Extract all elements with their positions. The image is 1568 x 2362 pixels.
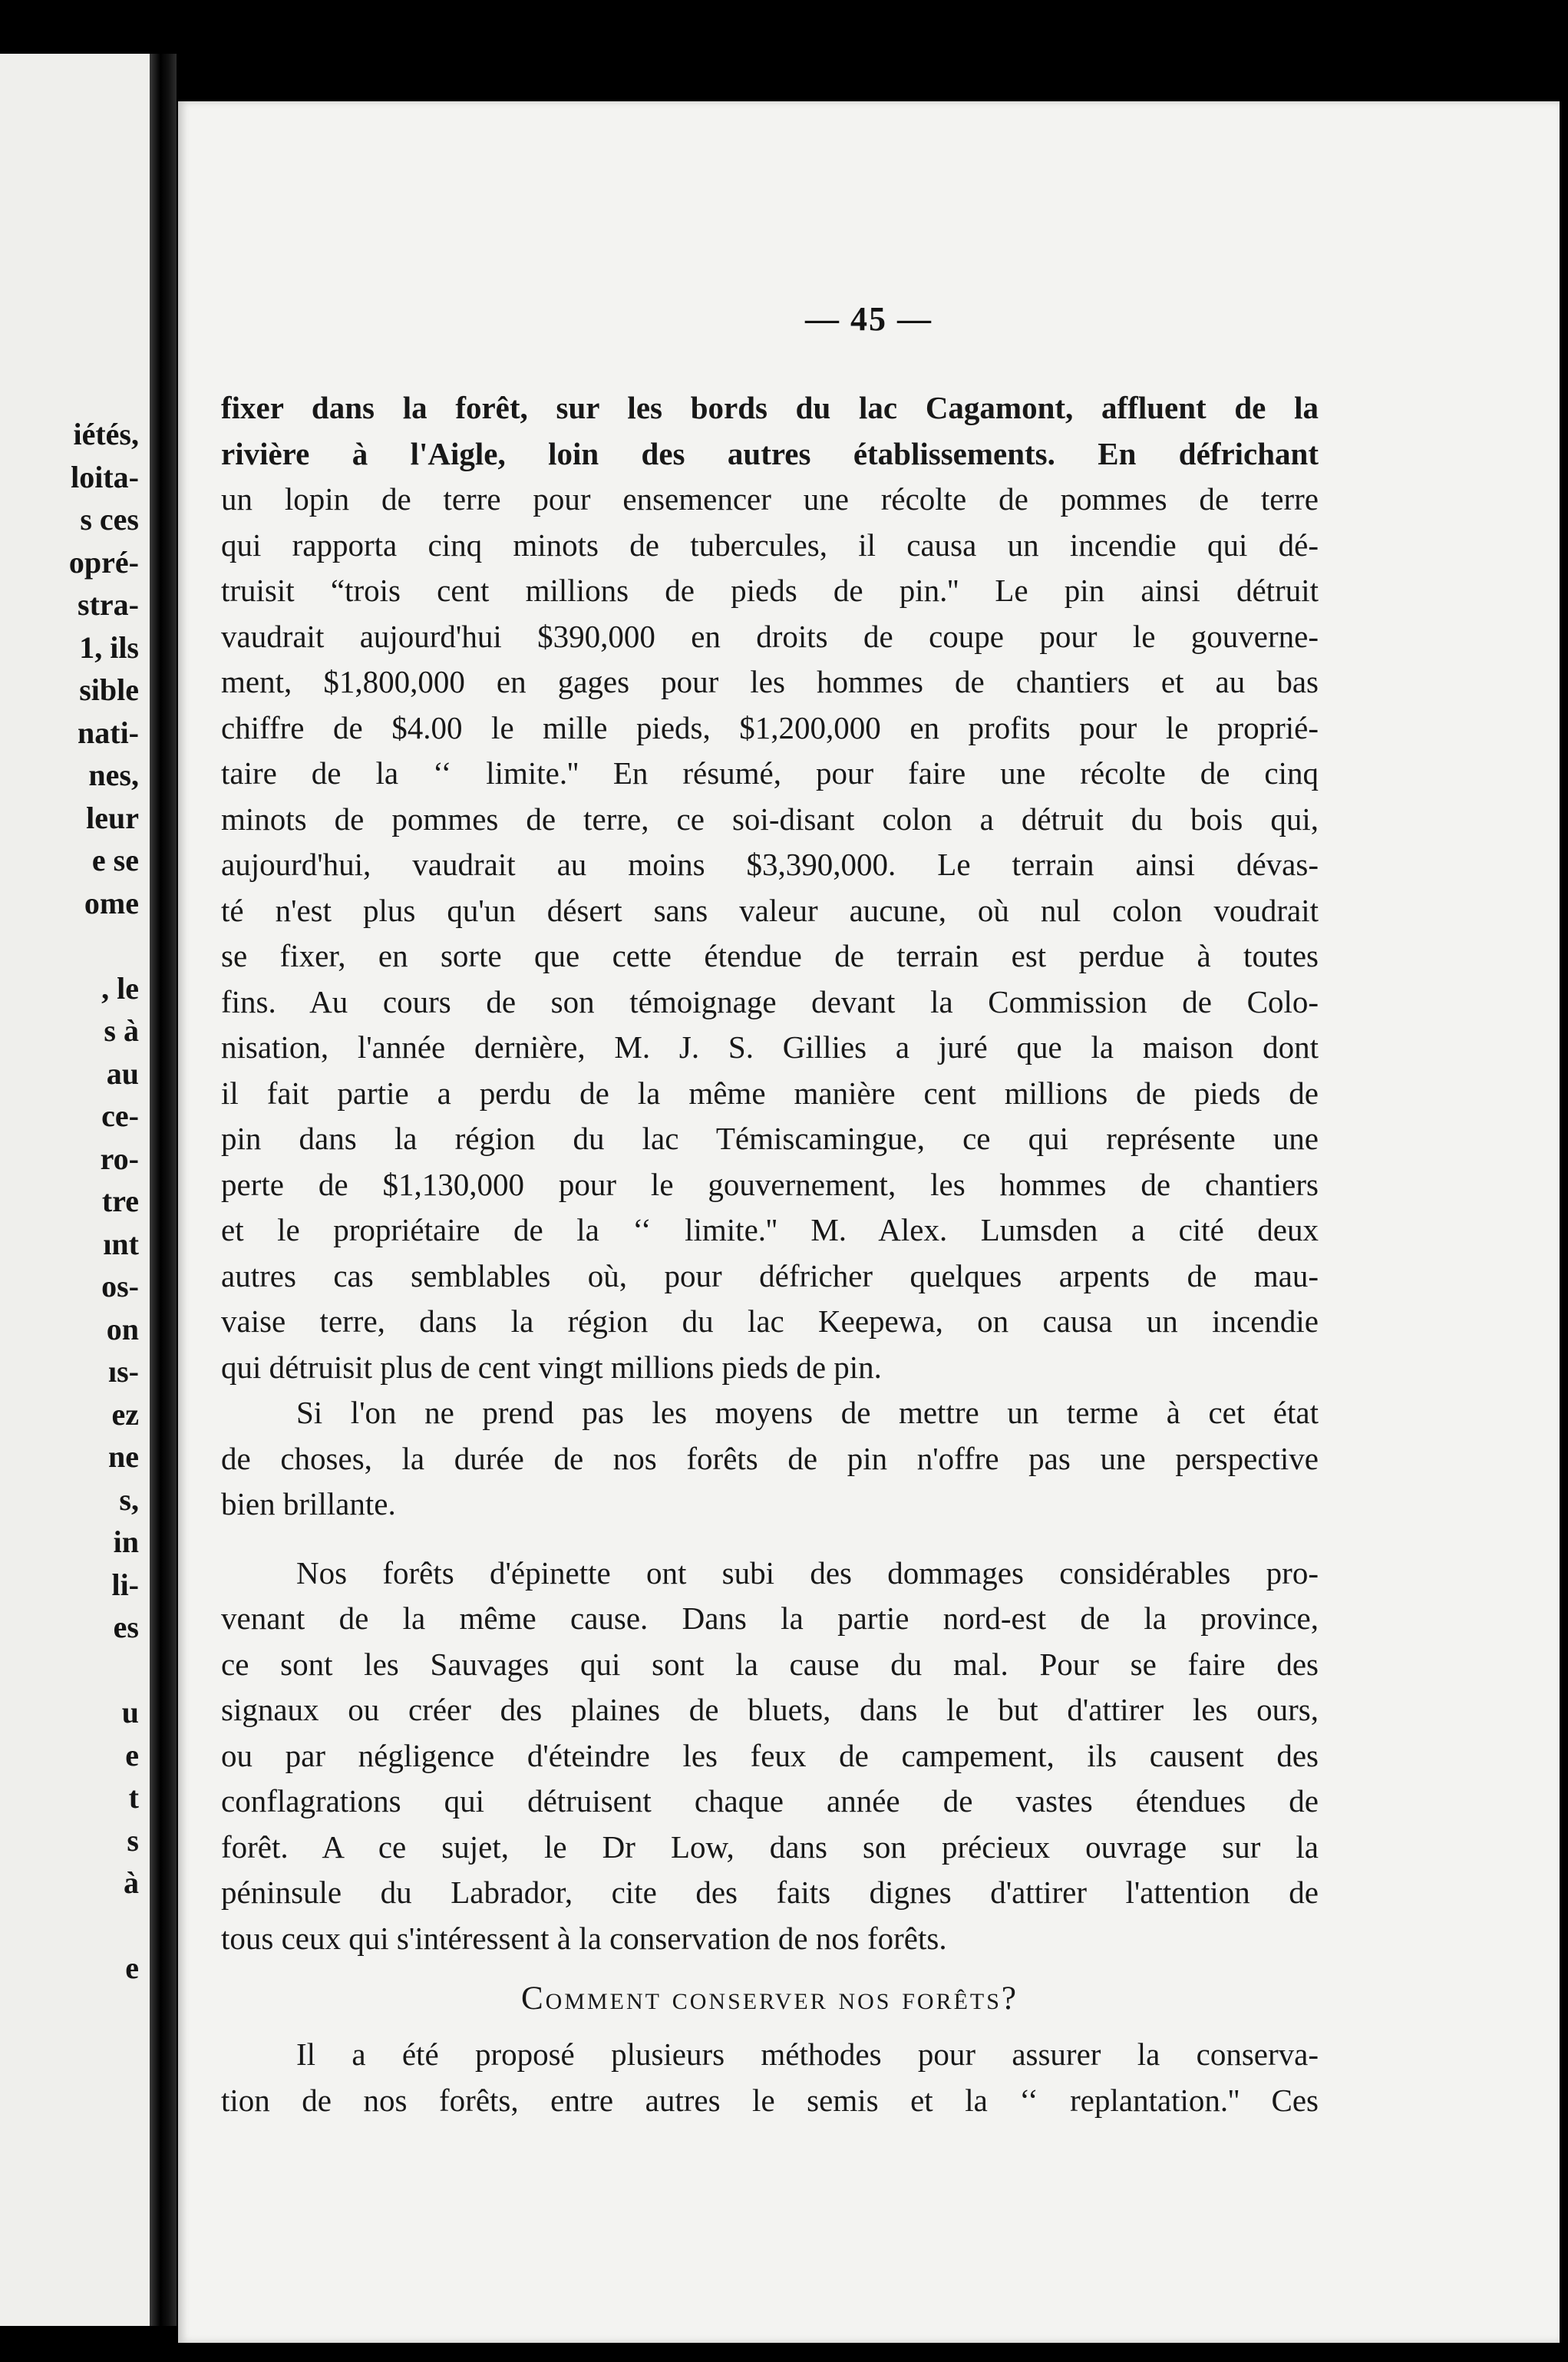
left-page-line: s xyxy=(127,1822,139,1858)
left-page-line: ınt xyxy=(103,1226,139,1261)
paragraph-gap xyxy=(221,1528,1319,1551)
text-line: vaise terre, dans la région du lac Keepewa, on causa un incendie xyxy=(221,1303,1319,1339)
text-line: de choses, la durée de nos forêts de pin n'offre pas une perspective xyxy=(221,1440,1319,1476)
text-line: fins. Au cours de son témoignage devant la Commission de Colo- xyxy=(221,983,1319,1019)
text-line: qui rapporta cinq minots de tubercules, il causa un incendie qui dé- xyxy=(221,527,1319,563)
text-line: Si l'on ne prend pas les moyens de mettre un terme à cet état xyxy=(296,1395,1319,1430)
left-page-line: iétés, xyxy=(73,417,139,451)
paragraph-4 xyxy=(221,2032,1319,2123)
book-gutter xyxy=(150,54,177,2326)
text-line: bien brillante. xyxy=(221,1486,396,1521)
left-page-line: u xyxy=(121,1695,139,1729)
left-page-fragment xyxy=(0,54,150,2326)
paragraph-3 xyxy=(221,1551,1319,1962)
text-line: un lopin de terre pour ensemencer une récolte de pommes de terre xyxy=(221,481,1319,517)
text-line: ce sont les Sauvages qui sont la cause du mal. Pour se faire des xyxy=(221,1646,1319,1682)
left-page-line: à xyxy=(124,1865,139,1900)
text-line: signaux ou créer des plaines de bluets, dans le but d'attirer les ours, xyxy=(221,1692,1319,1727)
left-page-line: leur xyxy=(86,800,139,835)
text-line: qui détruisit plus de cent vingt millions pieds de pin. xyxy=(221,1349,882,1385)
text-line: venant de la même cause. Dans la partie nord-est de la province, xyxy=(221,1601,1319,1636)
page-number: — 45 — xyxy=(805,300,933,338)
left-page-line: ce- xyxy=(101,1098,139,1133)
left-page-line: , le xyxy=(101,970,139,1006)
text-line: truisit “trois cent millions de pieds de pin.'' Le pin ainsi détruit xyxy=(221,573,1319,608)
left-page-line: os- xyxy=(101,1269,139,1303)
left-page-line: t xyxy=(128,1780,139,1815)
text-line: fixer dans la forêt, sur les bords du lac Cagamont, affluent de la xyxy=(221,390,1319,425)
text-line: forêt. A ce sujet, le Dr Low, dans son précieux ouvrage sur la xyxy=(221,1828,1319,1865)
left-page-line: ome xyxy=(84,885,139,920)
left-page-line: ez xyxy=(111,1396,139,1432)
left-page-line: es xyxy=(113,1610,139,1644)
text-line: nisation, l'année dernière, M. J. S. Gillies a juré que la maison dont xyxy=(221,1029,1319,1065)
text-line: et le propriétaire de la ‘‘ limite.'' M. Alex. Lumsden a cité deux xyxy=(221,1212,1319,1247)
section-heading: Comment conserver nos forêts? xyxy=(520,1980,1018,2017)
left-page-line xyxy=(0,1649,150,1692)
text-line: ou par négligence d'éteindre les feux de campement, ils causent des xyxy=(221,1737,1319,1773)
book-page xyxy=(178,101,1560,2343)
left-page-text-fragments xyxy=(0,413,150,1990)
left-page-line: stra- xyxy=(78,587,139,622)
text-line: Nos forêts d'épinette ont subi des dommages considérables pro- xyxy=(296,1554,1319,1591)
text-line: aujourd'hui, vaudrait au moins $3,390,000. Le terrain ainsi dévas- xyxy=(221,847,1319,882)
text-line: vaudrait aujourd'hui $390,000 en droits de coupe pour le gouverne- xyxy=(221,618,1319,654)
text-line: se fixer, en sorte que cette étendue de terrain est perdue à toutes xyxy=(221,938,1319,973)
left-page-line: nes, xyxy=(88,758,139,792)
left-page-line: e xyxy=(125,1951,139,1985)
left-page-line: s ces xyxy=(80,502,139,537)
text-line: Il a été proposé plusieurs méthodes pour assurer la conserva- xyxy=(296,2037,1319,2072)
page-body xyxy=(221,385,1319,2123)
text-line: chiffre de $4.00 le mille pieds, $1,200,000 en profits pour le proprié- xyxy=(221,709,1319,745)
text-line: péninsule du Labrador, cite des faits dignes d'attirer l'attention de xyxy=(221,1875,1319,1910)
left-page-line: tre xyxy=(101,1184,139,1218)
text-line: conflagrations qui détruisent chaque année de vastes étendues de xyxy=(221,1783,1319,1819)
left-page-line: nati- xyxy=(78,715,139,750)
paragraph-1 xyxy=(221,385,1319,1390)
left-page-line: 1, ils xyxy=(79,629,139,665)
text-line: rivière à l'Aigle, loin des autres établissements. En défrichant xyxy=(221,435,1319,471)
left-page-line: e se xyxy=(91,843,139,877)
left-page-line: on xyxy=(106,1311,139,1346)
left-page-line: li- xyxy=(111,1567,139,1602)
left-page-line: s à xyxy=(104,1013,139,1048)
text-line: taire de la ‘‘ limite.'' En résumé, pour faire une récolte de cinq xyxy=(221,755,1319,791)
left-page-line: ro- xyxy=(100,1141,139,1176)
left-page-line: in xyxy=(113,1525,139,1559)
text-line: té n'est plus qu'un désert sans valeur aucune, où nul colon voudrait xyxy=(221,892,1319,928)
left-page-line xyxy=(0,1904,150,1947)
paragraph-2 xyxy=(221,1390,1319,1528)
text-line: autres cas semblables où, pour défricher quelques arpents de mau- xyxy=(221,1257,1319,1293)
left-page-line: ıs- xyxy=(108,1354,139,1389)
text-line: perte de $1,130,000 pour le gouvernement, les hommes de chantiers xyxy=(221,1166,1319,1202)
left-page-line: ne xyxy=(108,1439,139,1474)
left-page-line: au xyxy=(106,1055,139,1091)
left-page-line: sible xyxy=(79,672,139,707)
text-line: tous ceux qui s'intéressent à la conservation de nos forêts. xyxy=(221,1920,947,1956)
text-line: minots de pommes de terre, ce soi-disant colon a détruit du bois qui, xyxy=(221,801,1319,837)
text-line: ment, $1,800,000 en gages pour les hommes de chantiers et au bas xyxy=(221,664,1319,699)
left-page-line: loita- xyxy=(71,459,139,494)
left-page-line: e xyxy=(125,1737,139,1772)
left-page-line xyxy=(0,924,150,967)
text-line: pin dans la région du lac Témiscamingue, ce qui représente une xyxy=(221,1121,1319,1156)
text-line: il fait partie a perdu de la même manière cent millions de pieds de xyxy=(221,1075,1319,1111)
text-line: tion de nos forêts, entre autres le semis et la ‘‘ replantation.'' Ces xyxy=(221,2082,1319,2118)
left-page-line: opré- xyxy=(68,544,139,580)
left-page-line: s, xyxy=(119,1482,139,1517)
